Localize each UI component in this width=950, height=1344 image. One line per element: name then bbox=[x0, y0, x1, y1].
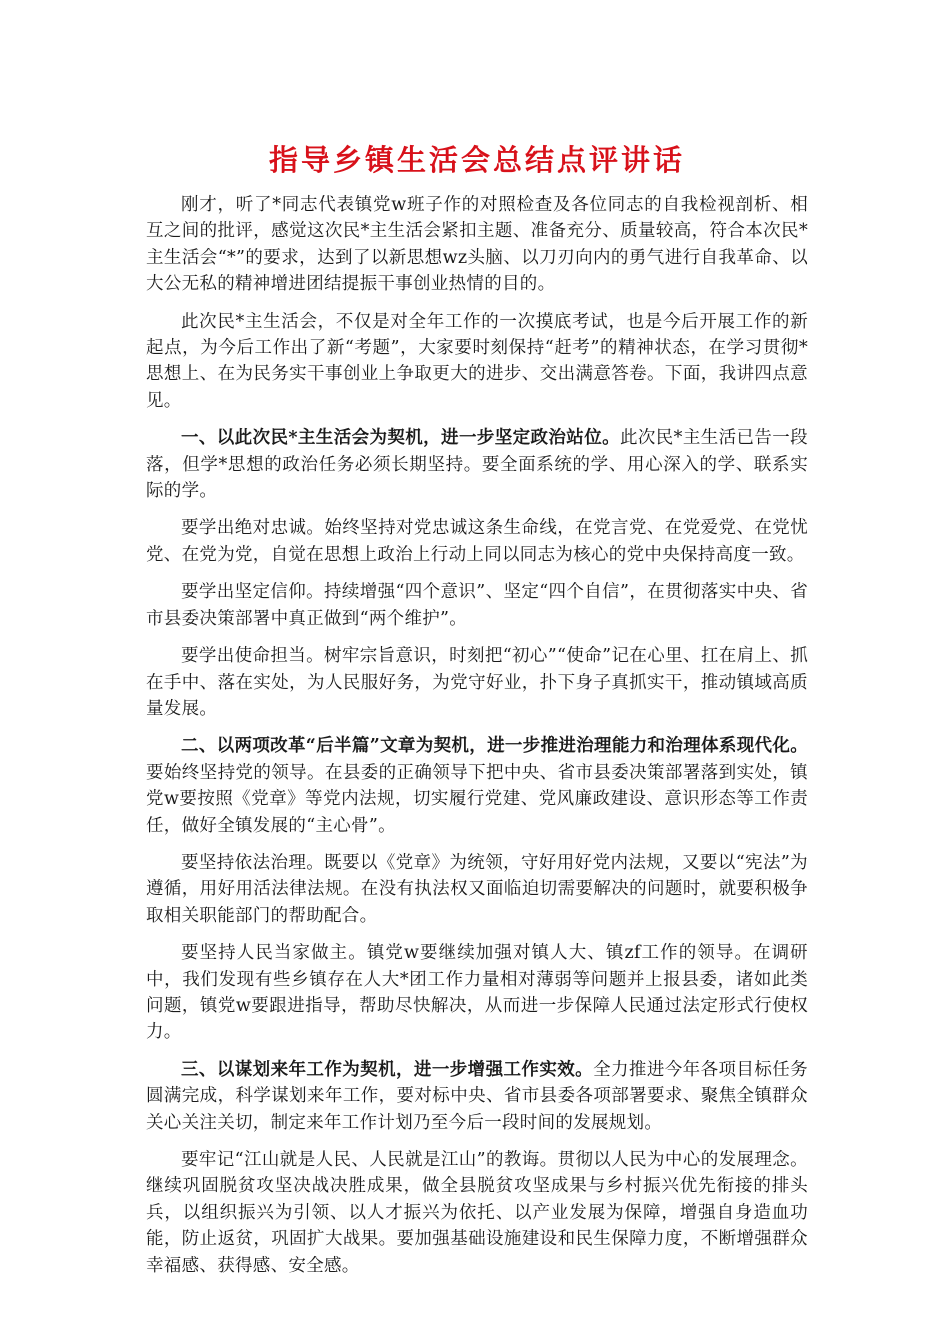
paragraph bbox=[146, 309, 808, 415]
paragraph-text: 要学出坚定信仰。持续增强“四个意识”、坚定“四个自信”，在贯彻落实中央、省市县委决策部署中真正做到“两个维护”。 bbox=[146, 582, 808, 629]
paragraph bbox=[146, 192, 808, 298]
paragraph bbox=[146, 940, 808, 1046]
paragraph bbox=[146, 643, 808, 722]
paragraph-text: 此次民*主生活已告一段落，但学*思想的政治任务必须长期坚持。要全面系统的学、用心深入的学、联系实际的学。 bbox=[146, 428, 808, 502]
paragraph bbox=[146, 515, 808, 568]
section-heading: 二、以两项改革“后半篇”文章为契机，进一步推进治理能力和治理体系现代化。 bbox=[181, 736, 808, 757]
paragraph-text: 此次民*主生活会，不仅是对全年工作的一次摸底考试，也是今后开展工作的新起点，为今后工作出了新“考题”，大家要时刻保持“赶考”的精神状态，在学习贯彻*思想上、在为民务实干事创业上争取更大的进步、交出满意答卷。下面，我讲四点意见。 bbox=[146, 311, 808, 411]
paragraph-text: 刚才，听了*同志代表镇党w班子作的对照检查及各位同志的自我检视剖析、相互之间的批评，感觉这次民*主生活会紧扣主题、准备充分、质量较高，符合本次民*主生活会“*”的要求，达到了以新思想wz头脑、以刀刃向内的勇气进行自我革命、以大公无私的精神增进团结提振干事创业热情的目的。 bbox=[146, 195, 808, 295]
paragraph-text: 要学出使命担当。树牢宗旨意识，时刻把“初心”“使命”记在心里、扛在肩上、抓在手中、落在实处，为人民服好务，为党守好业，扑下身子真抓实干，推动镇域高质量发展。 bbox=[146, 646, 808, 719]
paragraph-text: 全力推进今年各项目标任务圆满完成，科学谋划来年工作，要对标中央、省市县委各项部署要求、聚焦全镇群众关心关注关切，制定来年工作计划乃至今后一段时间的发展规划。 bbox=[146, 1059, 808, 1133]
paragraph-text: 要坚持依法治理。既要以《党章》为统领，守好用好党内法规，又要以“宪法”为遵循，用好用活法律法规。在没有执法权又面临迫切需要解决的问题时，就要积极争取相关职能部门的帮助配合。 bbox=[146, 852, 808, 926]
paragraph bbox=[146, 425, 808, 504]
paragraph bbox=[146, 1147, 808, 1279]
paragraph bbox=[146, 579, 808, 632]
document-title: 指导乡镇生活会总结点评讲话 bbox=[268, 143, 685, 177]
paragraph-text: 要始终坚持党的领导。在县委的正确领导下把中央、省市县委决策部署落到实处，镇党w要按照《党章》等党内法规，切实履行党建、党风廉政建设、意识形态等工作责任，做好全镇发展的“主心骨”。 bbox=[146, 762, 808, 836]
paragraph bbox=[146, 1057, 808, 1136]
document-body bbox=[146, 138, 808, 1290]
paragraph-text: 要坚持人民当家做主。镇党w要继续加强对镇人大、镇zf工作的领导。在调研中，我们发现有些乡镇存在人大*团工作力量相对薄弱等问题并上报县委，诸如此类问题，镇党w要跟进指导，帮助尽快解决，从而进一步保障人民通过法定形式行使权力。 bbox=[146, 943, 808, 1043]
paragraph bbox=[146, 733, 808, 839]
section-heading: 一、以此次民*主生活会为契机，进一步坚定政治站位。 bbox=[181, 428, 620, 449]
paragraph bbox=[146, 850, 808, 929]
paragraph-text: 要牢记“江山就是人民、人民就是江山”的教诲。贯彻以人民为中心的发展理念。继续巩固脱贫攻坚决战决胜成果，做全县脱贫攻坚成果与乡村振兴优先衔接的排头兵，以组织振兴为引领、以人才振兴为依托、以产业发展为保障，增强自身造血功能，防止返贫，巩固扩大战果。要加强基础设施建设和民生保障力度，不断增强群众幸福感、获得感、安全感。 bbox=[146, 1150, 808, 1276]
section-heading: 三、以谋划来年工作为契机，进一步增强工作实效。 bbox=[181, 1059, 594, 1080]
paragraph-text: 要学出绝对忠诚。始终坚持对党忠诚这条生命线，在党言党、在党爱党、在党忧党、在党为党，自觉在思想上政治上行动上同以同志为核心的党中央保持高度一致。 bbox=[146, 518, 808, 565]
